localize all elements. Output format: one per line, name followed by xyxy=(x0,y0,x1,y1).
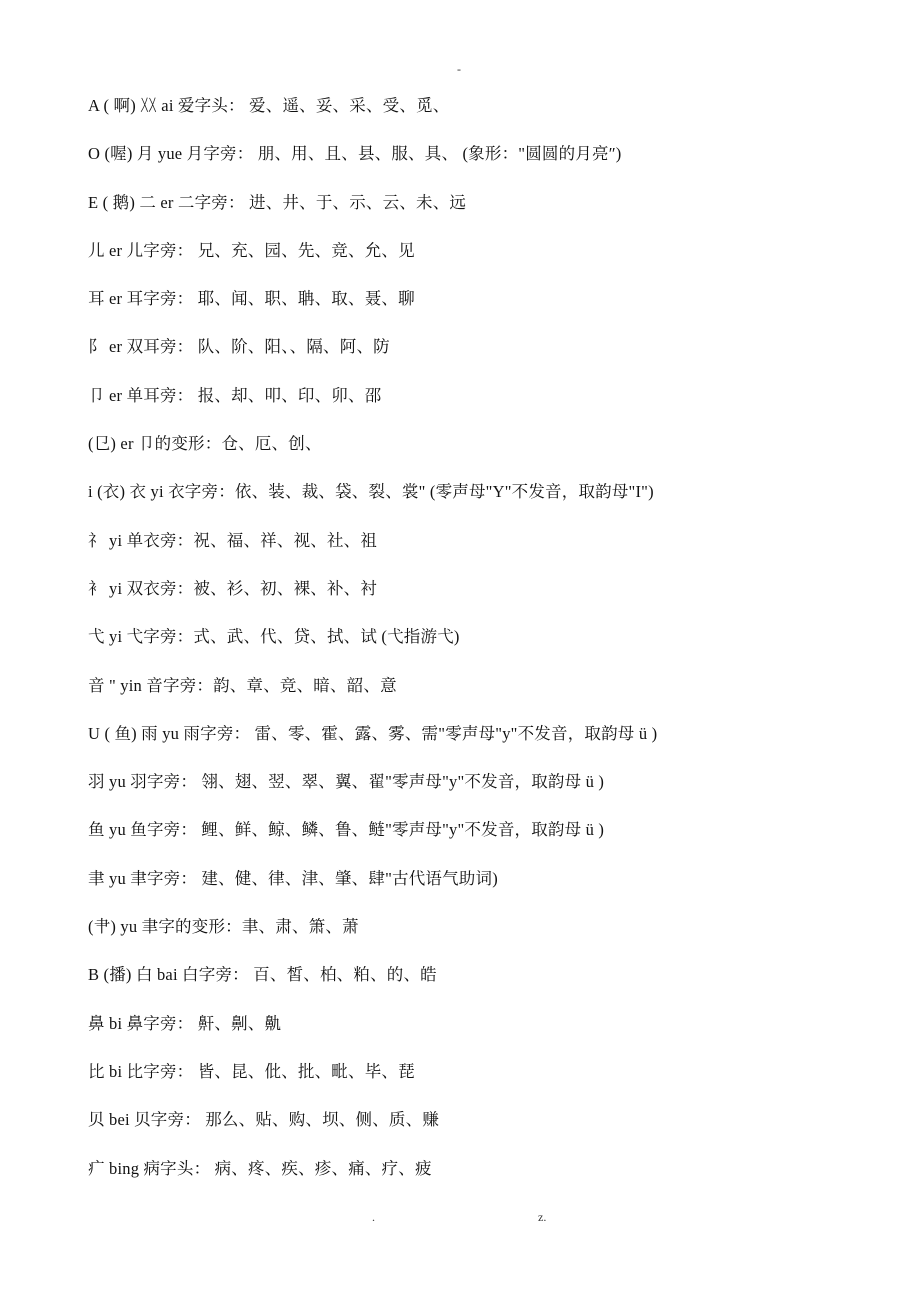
list-item: 疒 bing 病字头： 病、疼、疾、疹、痛、疗、疲 xyxy=(88,1158,432,1178)
list-item: B (播) 白 bai 白字旁： 百、皙、柏、粕、的、皓 xyxy=(88,965,437,985)
list-item: 羽 yu 羽字旁： 翎、翅、翌、翠、翼、翟"零声母"y"不发音，取韵母 ü ) xyxy=(88,772,605,792)
list-item: 礻 yi 单衣旁：祝、福、祥、视、社、祖 xyxy=(88,530,378,550)
list-item: 阝 er 双耳旁： 队、阶、阳、、隔、阿、防 xyxy=(88,337,390,357)
list-item: 音 " yin 音字旁：韵、章、竞、暗、韶、意 xyxy=(88,675,397,695)
list-item: 聿 yu 聿字旁： 建、健、律、津、肇、肆"古代语气助词) xyxy=(88,868,498,888)
list-item: (㔾) er 卩的变形：仓、厄、创、 xyxy=(88,434,322,454)
list-item: 卩 er 单耳旁： 报、却、叩、印、卯、邵 xyxy=(88,385,382,405)
list-item: A ( 啊) 〷 ai 爱字头： 爱、遥、妥、采、受、觅、 xyxy=(88,96,450,115)
list-item: (⺺) yu 聿字的变形：聿、肃、箫、萧 xyxy=(88,917,359,937)
header-mark: - xyxy=(457,62,461,76)
list-item: O (喔) 月 yue 月字旁： 朋、用、且、县、服、具、 (象形："圆圆的月亮″) xyxy=(88,144,622,164)
list-item: 耳 er 耳字旁： 耶、闻、职、聃、取、聂、聊 xyxy=(88,289,415,309)
list-item: 儿 er 儿字旁： 兄、充、园、先、竞、允、见 xyxy=(88,240,415,260)
list-item: 比 bi 比字旁： 皆、昆、仳、批、毗、毕、琵 xyxy=(88,1061,415,1081)
list-item: 弋 yi 弋字旁：式、武、代、贷、拭、试 (弋指游弋) xyxy=(88,627,460,647)
list-item: 衤 yi 双衣旁：被、衫、初、裸、补、衬 xyxy=(88,578,378,598)
radical-list xyxy=(88,93,888,1204)
list-item: U ( 鱼) 雨 yu 雨字旁： 雷、零、霍、露、雾、需"零声母"y"不发音，取韵母 ü ) xyxy=(88,723,658,743)
list-item: 鱼 yu 鱼字旁： 鲤、鲜、鲸、鳞、鲁、鲢"零声母"y"不发音，取韵母 ü ) xyxy=(88,820,605,840)
list-item: 鼻 bi 鼻字旁： 鼾、劓、鼽 xyxy=(88,1013,282,1033)
footer-left-mark: . xyxy=(372,1210,375,1224)
list-item: E ( 鹅) 二 er 二字旁： 进、井、于、示、云、未、远 xyxy=(88,192,467,212)
list-item: 贝 bei 贝字旁： 那么、贴、购、坝、侧、质、赚 xyxy=(88,1110,440,1130)
footer-right-mark: z. xyxy=(538,1210,547,1224)
list-item: i (衣) 衣 yi 衣字旁：依、装、裁、袋、裂、裳" (零声母"Y"不发音，取韵母"I") xyxy=(88,482,654,502)
